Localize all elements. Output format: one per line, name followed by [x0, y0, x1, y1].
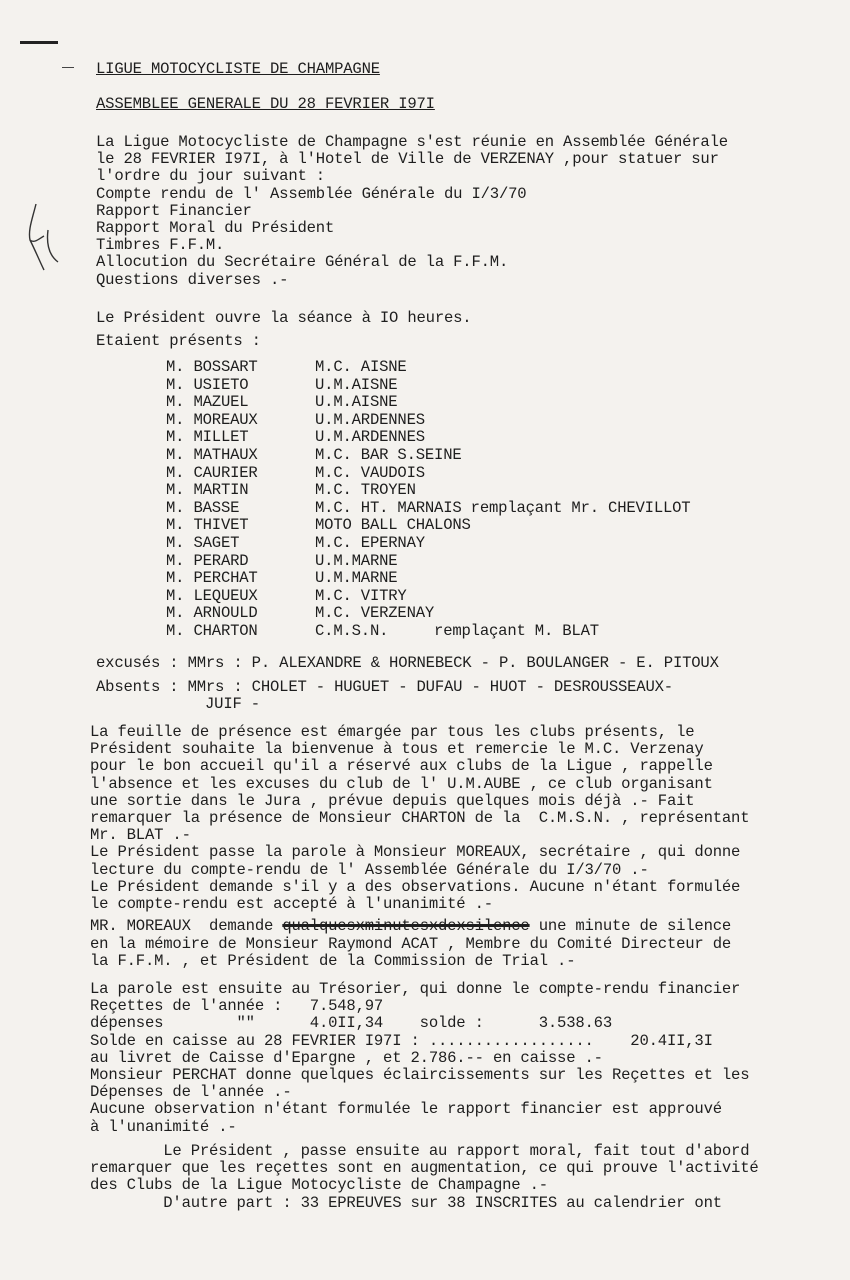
intro-line: Compte rendu de l' Assemblée Générale du I/3/70 — [96, 184, 527, 203]
opening-line: Le Président ouvre la séance à IO heures. — [96, 309, 472, 327]
attendee-name: M. PERARD — [166, 551, 249, 570]
document-subtitle: ASSEMBLEE GENERALE DU 28 FEVRIER I97I — [96, 95, 435, 113]
minutes-line: l'absence et les excuses du club de l' U.M.AUBE , ce club organisant — [90, 774, 713, 793]
attendee-name: M. BOSSART — [166, 358, 258, 376]
attendee-club: M.C. VAUDOIS — [315, 463, 425, 482]
attendee-club: U.M.MARNE — [315, 569, 398, 588]
intro-line: Allocution du Secrétaire Général de la F.F.M. — [96, 253, 509, 272]
attendee-club: M.C. EPERNAY — [315, 534, 425, 552]
attendee-club: U.M.ARDENNES — [315, 428, 425, 447]
attendee-name: M. PERCHAT — [166, 569, 258, 588]
attendee-club: M.C. TROYEN — [315, 481, 416, 500]
attendee-name: M. LEQUEUX — [166, 586, 258, 605]
minutes-line: lecture du compte-rendu de l' Assemblée Générale du I/3/70 .- — [90, 860, 649, 879]
attendee-name: M. CAURIER — [166, 463, 258, 482]
attendee-name: M. THIVET — [166, 516, 249, 535]
finance-line: Solde en caisse au 28 FEVRIER I97I : .................. 20.4II,3I — [90, 1031, 713, 1050]
moral-line: D'autre part : 33 EPREUVES sur 38 INSCRITES au calendrier ont — [90, 1193, 722, 1212]
finance-line: Monsieur PERCHAT donne quelques éclaircissements sur les Reçettes et les — [90, 1066, 750, 1084]
attendee-club: M.C. VERZENAY — [315, 604, 435, 623]
attendee-club: M.C. AISNE — [315, 358, 407, 376]
intro-line: La Ligue Motocycliste de Champagne s'est réunie en Assemblée Générale — [96, 133, 728, 151]
document-title: LIGUE MOTOCYCLISTE DE CHAMPAGNE — [96, 60, 380, 78]
moral-line: des Clubs de la Ligue Motocycliste de Champagne .- — [90, 1176, 548, 1195]
excuses-line: excusés : MMrs : P. ALEXANDRE & HORNEBECK - P. BOULANGER - E. PITOUX — [96, 654, 719, 672]
attendee-club: MOTO BALL CHALONS — [315, 516, 471, 535]
attendee-club: U.M.ARDENNES — [315, 410, 425, 429]
finance-line: Reçettes de l'année : 7.548,97 — [90, 997, 384, 1016]
attendee-name: M. USIETO — [166, 375, 249, 394]
finance-line: à l'unanimité .- — [90, 1117, 237, 1136]
attendee-name: M. ARNOULD — [166, 604, 258, 623]
moreaux-suffix: une minute de silence — [529, 917, 732, 935]
absents-line-cont: JUIF - — [205, 695, 260, 713]
attendee-name: M. MATHAUX — [166, 446, 258, 464]
minutes-line: Le Président passe la parole à Monsieur MOREAUX, secrétaire , qui donne — [90, 843, 741, 862]
finance-line: au livret de Caisse d'Epargne , et 2.786.-- en caisse .- — [90, 1048, 603, 1067]
minutes-line: le compte-rendu est accepté à l'unanimité .- — [90, 895, 493, 913]
minutes-line: Mr. BLAT .- — [90, 826, 191, 845]
attendee-name: M. MAZUEL — [166, 393, 249, 412]
attendee-club: U.M.MARNE — [315, 551, 398, 570]
attendee-name: M. SAGET — [166, 534, 240, 552]
moreaux-prefix: MR. MOREAUX demande — [90, 917, 283, 935]
finance-line: La parole est ensuite au Trésorier, qui donne le compte-rendu financier — [90, 980, 741, 998]
intro-line: l'ordre du jour suivant : — [96, 167, 325, 186]
attendee-name: M. CHARTON — [166, 622, 258, 640]
attendee-club: U.M.AISNE — [315, 393, 398, 412]
moral-line: Le Président , passe ensuite au rapport moral, fait tout d'abord — [90, 1142, 750, 1160]
present-label: Etaient présents : — [96, 332, 261, 350]
attendee-club: C.M.S.N. remplaçant M. BLAT — [315, 622, 599, 640]
absents-line: Absents : MMrs : CHOLET - HUGUET - DUFAU - HUOT - DESROUSSEAUX- — [96, 678, 673, 696]
struck-text: qualquesxminutesxdexsilence — [282, 917, 530, 935]
attendee-name: M. MILLET — [166, 428, 249, 447]
attendee-club: M.C. HT. MARNAIS remplaçant Mr. CHEVILLOT — [315, 498, 691, 517]
minutes-line: pour le bon accueil qu'il a réservé aux clubs de la Ligue , rappelle — [90, 757, 713, 776]
moreaux-line — [90, 918, 731, 935]
attendee-club: U.M.AISNE — [315, 375, 398, 394]
finance-line: dépenses "" 4.0II,34 solde : 3.538.63 — [90, 1014, 612, 1033]
staple-mark — [20, 41, 58, 44]
intro-line: le 28 FEVRIER I97I, à l'Hotel de Ville de VERZENAY ,pour statuer sur — [96, 150, 719, 169]
attendee-name: M. MOREAUX — [166, 410, 258, 429]
margin-dash — [62, 67, 74, 68]
intro-line: Timbres F.F.M. — [96, 236, 225, 255]
attendee-name: M. BASSE — [166, 498, 240, 517]
attendee-name: M. MARTIN — [166, 481, 249, 500]
minutes-line: la F.F.M. , et Président de la Commission de Trial .- — [90, 952, 576, 971]
attendee-club: M.C. BAR S.SEINE — [315, 446, 462, 464]
minutes-line: La feuille de présence est émargée par tous les clubs présents, le — [90, 723, 695, 741]
attendee-club: M.C. VITRY — [315, 586, 407, 605]
minutes-line: en la mémoire de Monsieur Raymond ACAT , Membre du Comité Directeur de — [90, 935, 732, 953]
intro-line: Rapport Financier — [96, 201, 252, 220]
minutes-line: remarquer la présence de Monsieur CHARTON de la C.M.S.N. , représentant — [90, 809, 750, 827]
handwritten-mark-icon — [22, 200, 62, 280]
intro-line: Rapport Moral du Président — [96, 219, 335, 237]
moral-line: remarquer que les reçettes sont en augmentation, ce qui prouve l'activité — [90, 1159, 759, 1178]
minutes-line: Président souhaite la bienvenue à tous et remercie le M.C. Verzenay — [90, 740, 704, 759]
finance-line: Dépenses de l'année .- — [90, 1083, 292, 1102]
finance-line: Aucune observation n'étant formulée le rapport financier est approuvé — [90, 1100, 722, 1119]
minutes-line: Le Président demande s'il y a des observations. Aucune n'étant formulée — [90, 877, 741, 896]
intro-line: Questions diverses .- — [96, 270, 289, 289]
minutes-line: une sortie dans le Jura , prévue depuis quelques mois déjà .- Fait — [90, 791, 695, 810]
